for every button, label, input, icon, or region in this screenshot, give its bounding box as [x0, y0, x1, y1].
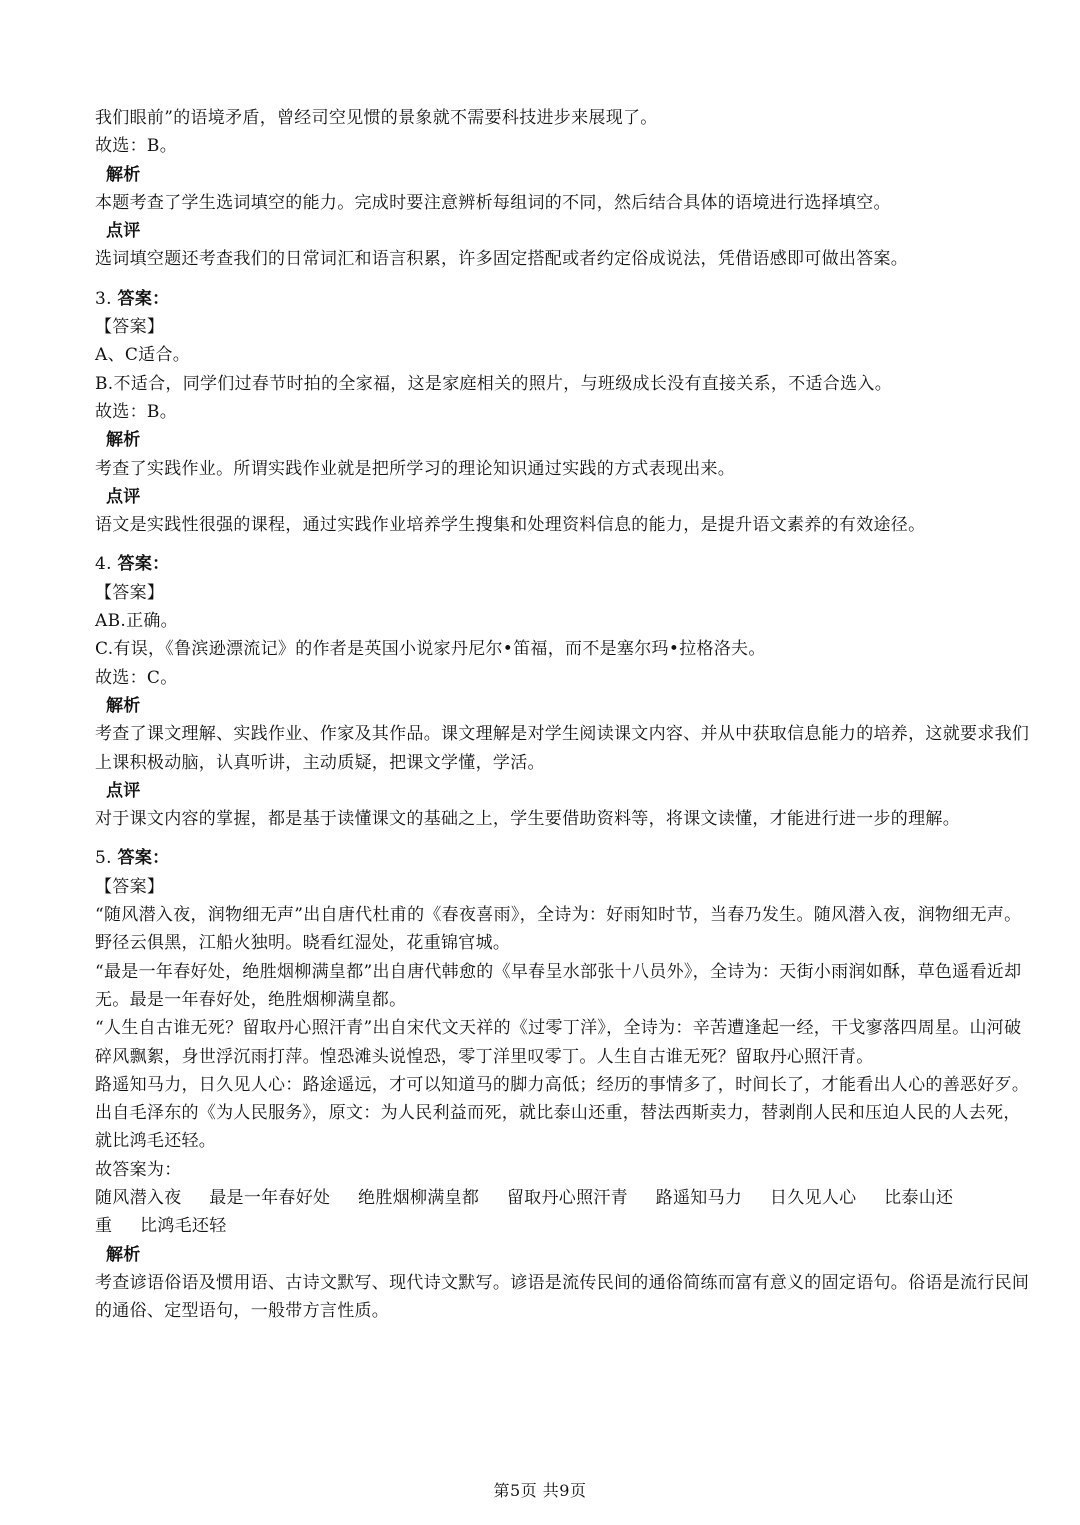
- page-content: [95, 104, 1030, 1325]
- q5-paragraph-2: “最是一年春好处，绝胜烟柳满皇都”出自唐代韩愈的《早春呈水部张十八员外》，全诗为：天街小雨润如酥，草色遥看近却无。最是一年春好处，绝胜烟柳满皇都。: [95, 961, 1022, 1010]
- q5-answer-item: 留取丹心照汗青: [506, 1187, 628, 1208]
- q3-analysis-text: 考查了实践作业。所谓实践作业就是把所学习的理论知识通过实践的方式表现出来。: [95, 458, 736, 479]
- q5-paragraph-3: “人生自古谁无死？留取丹心照汗青”出自宋代文天祥的《过零丁洋》，全诗为：辛苦遭逢起一经，干戈寥落四周星。山河破碎风飘絮，身世浮沉雨打萍。惶恐滩头说惶恐，零丁洋里叹零丁。人生自古谁无死？留取丹心照汗青。: [95, 1018, 1022, 1067]
- q5-answers-row-2: [95, 1212, 1030, 1240]
- q3-line-1: A、C适合。: [95, 345, 191, 366]
- q5-answer-item: 日久见人心: [769, 1187, 857, 1208]
- q4-choose: 故选：C。: [95, 667, 178, 688]
- q4-number: 4.: [95, 554, 112, 575]
- intro-analysis-text: 本题考查了学生选词填空的能力。完成时要注意辨析每组词的不同，然后结合具体的语境进行选择填空。: [95, 192, 891, 213]
- intro-comment-text: 选词填空题还考查我们的日常词汇和语言积累，许多固定搭配或者约定俗成说法，凭借语感即可做出答案。: [95, 249, 909, 270]
- q4-comment-text: 对于课文内容的掌握，都是基于读懂课文的基础之上，学生要借助资料等，将课文读懂，才能进行进一步的理解。: [95, 809, 960, 830]
- q4-analysis-heading: 解析: [106, 695, 141, 716]
- q3-answer-label: 答案：: [117, 288, 170, 309]
- q5-answer-item: 比泰山还: [884, 1187, 954, 1208]
- q5-answer-item: 重: [95, 1216, 113, 1237]
- q3-line-2: B.不适合，同学们过春节时拍的全家福，这是家庭相关的照片，与班级成长没有直接关系，不适合选入。: [95, 373, 892, 394]
- q5-answer-item: 随风潜入夜: [95, 1187, 182, 1208]
- q5-answer-tag: 【答案】: [95, 876, 165, 897]
- q3-comment-text: 语文是实践性很强的课程，通过实践作业培养学生搜集和处理资料信息的能力，是提升语文素养的有效途径。: [95, 515, 926, 536]
- q5-answer-item: 最是一年春好处: [209, 1187, 331, 1208]
- q4-heading: [95, 550, 1030, 578]
- q5-answer-item: 绝胜烟柳满皇都: [358, 1187, 480, 1208]
- q3-heading: [95, 285, 1030, 313]
- q3-number: 3.: [95, 288, 112, 309]
- intro-comment-heading: 点评: [106, 221, 141, 242]
- intro-analysis-heading: 解析: [106, 164, 141, 185]
- q5-answer-item: 比鸿毛还轻: [140, 1216, 227, 1237]
- page-footer: 第5页 共9页: [493, 1481, 587, 1500]
- q4-line-1: AB.正确。: [95, 611, 178, 632]
- q5-analysis-heading: 解析: [106, 1244, 141, 1265]
- q5-answer-intro: 故答案为：: [95, 1159, 182, 1180]
- q5-paragraph-5: 出自毛泽东的《为人民服务》，原文：为人民利益而死，就比泰山还重，替法西斯卖力，替剥削人民和压迫人民的人去死，就比鸿毛还轻。: [95, 1103, 1021, 1152]
- q5-answers-row-1: [95, 1184, 1030, 1212]
- q3-choose: 故选：B。: [95, 401, 177, 422]
- q3-analysis-heading: 解析: [106, 430, 141, 451]
- q5-answer-item: 路遥知马力: [655, 1187, 743, 1208]
- q4-answer-tag: 【答案】: [95, 582, 165, 603]
- q5-answer-label: 答案：: [117, 848, 170, 869]
- q3-answer-tag: 【答案】: [95, 317, 165, 338]
- intro-line-1: 我们眼前”的语境矛盾，曾经司空见惯的景象就不需要科技进步来展现了。: [95, 108, 658, 128]
- q5-heading: [95, 844, 1030, 872]
- q4-analysis-text: 考查了课文理解、实践作业、作家及其作品。课文理解是对学生阅读课文内容、并从中获取信息能力的培养，这就要求我们上课积极动脑，认真听讲，主动质疑，把课文学懂，学活。: [95, 724, 1030, 773]
- q5-paragraph-4: 路遥知马力，日久见人心：路途遥远，才可以知道马的脚力高低；经历的事情多了，时间长了，才能看出人心的善恶好歹。: [95, 1074, 1030, 1095]
- q4-comment-heading: 点评: [106, 780, 141, 801]
- q5-paragraph-1: “随风潜入夜，润物细无声”出自唐代杜甫的《春夜喜雨》，全诗为：好雨知时节，当春乃发生。随风潜入夜，润物细无声。野径云俱黑，江船火独明。晓看红湿处，花重锦官城。: [95, 905, 1022, 954]
- q3-comment-heading: 点评: [106, 486, 141, 507]
- q4-answer-label: 答案：: [117, 554, 170, 575]
- q5-number: 5.: [95, 848, 112, 869]
- q5-analysis-text: 考查谚语俗语及惯用语、古诗文默写、现代诗文默写。谚语是流传民间的通俗简练而富有意义的固定语句。俗语是流行民间的通俗、定型语句，一般带方言性质。: [95, 1272, 1030, 1322]
- intro-choose: 故选：B。: [95, 136, 177, 157]
- q4-line-2: C.有误，《鲁滨逊漂流记》的作者是英国小说家丹尼尔•笛福，而不是塞尔玛•拉格洛夫。: [95, 639, 766, 660]
